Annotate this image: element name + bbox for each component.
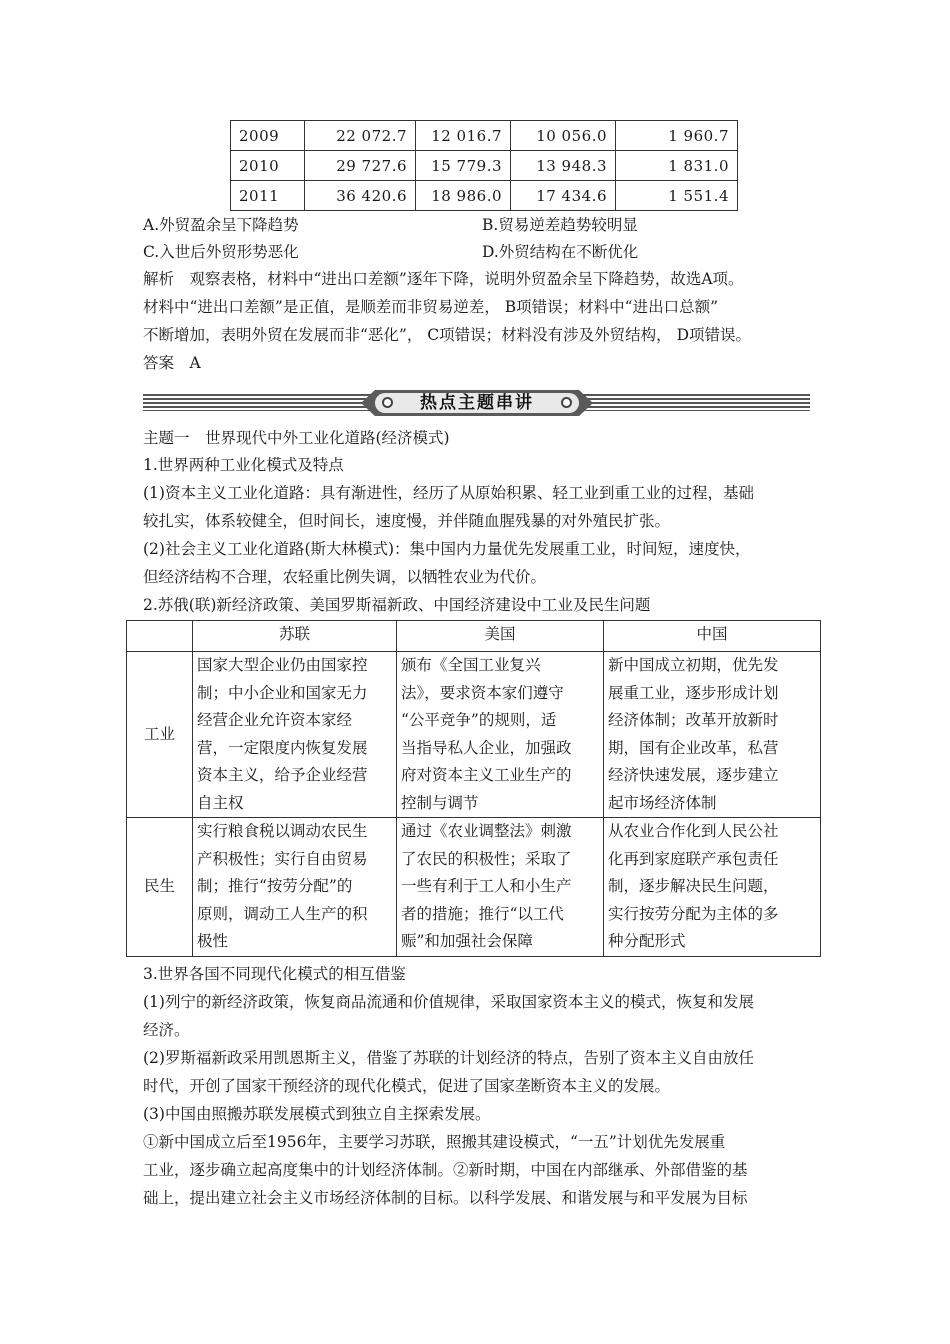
cell-line: 制，逐步解决民生问题， bbox=[608, 877, 779, 895]
table-cell bbox=[604, 818, 821, 957]
cell-line: 经济体制；改革开放新时 bbox=[608, 711, 779, 729]
section-banner bbox=[143, 390, 810, 416]
paragraph-line: (2)罗斯福新政采用凯恩斯主义，借鉴了苏联的计划经济的特点，告别了资本主义自由放任 bbox=[143, 1049, 754, 1067]
banner-stripes-right bbox=[582, 394, 810, 411]
paragraph-line: 经济。 bbox=[143, 1021, 190, 1039]
table-cell bbox=[397, 818, 604, 957]
cell-line: 颁布《全国工业复兴 bbox=[401, 656, 541, 674]
banner-stripes-left bbox=[143, 394, 371, 411]
cell-line: 经营企业允许资本家经 bbox=[197, 711, 353, 729]
cell-line: 实行按劳分配为主体的多 bbox=[608, 904, 779, 923]
table-cell: 12 016.7 bbox=[416, 121, 511, 151]
heading-2: 2.苏俄(联)新经济政策、美国罗斯福新政、中国经济建设中工业及民生问题 bbox=[143, 596, 651, 614]
table-cell bbox=[193, 652, 397, 818]
cell-line: 资本主义，给予企业经营 bbox=[197, 766, 368, 784]
analysis-line: 不断增加，表明外贸在发展而非“恶化”， C项错误；材料没有涉及外贸结构， D项错误。 bbox=[143, 326, 751, 344]
table-header-row bbox=[127, 621, 821, 652]
table-cell: 15 779.3 bbox=[416, 151, 511, 181]
heading-3: 3.世界各国不同现代化模式的相互借鉴 bbox=[143, 965, 406, 983]
cell-line: 新中国成立初期，优先发 bbox=[608, 656, 779, 674]
paragraph-line: (1)资本主义工业化道路：具有渐进性，经历了从原始积累、轻工业到重工业的过程，基础 bbox=[143, 484, 754, 502]
paragraph-line: 时代，开创了国家干预经济的现代化模式，促进了国家垄断资本主义的发展。 bbox=[143, 1077, 671, 1095]
circle-icon bbox=[382, 397, 393, 408]
table-cell: 1 960.7 bbox=[616, 121, 738, 151]
banner-title: 热点主题串讲 bbox=[375, 393, 579, 413]
trade-data-table bbox=[230, 120, 738, 211]
table-cell bbox=[193, 818, 397, 957]
cell-line: 营，一定限度内恢复发展 bbox=[197, 738, 368, 757]
table-cell: 36 420.6 bbox=[305, 181, 416, 211]
cell-line: 府对资本主义工业生产的 bbox=[401, 766, 572, 784]
cell-line: 当指导私人企业，加强政 bbox=[401, 738, 572, 757]
option-d: D.外贸结构在不断优化 bbox=[482, 243, 639, 261]
paragraph-line: (2)社会主义工业化道路(斯大林模式)：集中国内力量优先发展重工业，时间短，速度快， bbox=[143, 540, 751, 558]
cell-line: 者的措施；推行“以工代 bbox=[401, 904, 564, 923]
table-cell: 18 986.0 bbox=[416, 181, 511, 211]
cell-line: 起市场经济体制 bbox=[608, 793, 717, 812]
table-row bbox=[231, 151, 738, 181]
option-b: B.贸易逆差趋势较明显 bbox=[482, 216, 638, 234]
table-header-cell: 苏联 bbox=[193, 621, 397, 652]
table-cell: 2009 bbox=[231, 121, 305, 151]
option-c: C.入世后外贸形势恶化 bbox=[143, 243, 299, 261]
cell-line: 产积极性；实行自由贸易 bbox=[197, 849, 368, 868]
cell-line: 了农民的积极性；采取了 bbox=[401, 849, 572, 868]
comparison-table bbox=[126, 620, 821, 957]
cell-line: 控制与调节 bbox=[401, 793, 479, 812]
circle-icon bbox=[561, 397, 572, 408]
cell-line: 化再到家庭联产承包责任 bbox=[608, 849, 779, 868]
table-header-cell: 中国 bbox=[604, 621, 821, 652]
cell-line: 经济快速发展，逐步建立 bbox=[608, 766, 779, 784]
paragraph-line: 工业，逐步确立起高度集中的计划经济体制。②新时期，中国在内部继承、外部借鉴的基 bbox=[143, 1161, 748, 1179]
cell-line: 一些有利于工人和小生产 bbox=[401, 877, 572, 895]
table-cell: 1 831.0 bbox=[616, 151, 738, 181]
cell-line: 制；中小企业和国家无力 bbox=[197, 683, 368, 702]
row-label: 工业 bbox=[127, 652, 193, 818]
paragraph-line: 础上，提出建立社会主义市场经济体制的目标。以科学发展、和谐发展与和平发展为目标 bbox=[143, 1189, 748, 1207]
table-header-cell bbox=[127, 621, 193, 652]
table-cell: 2011 bbox=[231, 181, 305, 211]
table-row bbox=[127, 818, 821, 957]
table-cell: 29 727.6 bbox=[305, 151, 416, 181]
row-label: 民生 bbox=[127, 818, 193, 957]
paragraph-line: (3)中国由照搬苏联发展模式到独立自主探索发展。 bbox=[143, 1105, 491, 1123]
answer: 答案 A bbox=[143, 354, 201, 372]
table-header-cell: 美国 bbox=[397, 621, 604, 652]
analysis-line: 材料中“进出口差额”是正值，是顺差而非贸易逆差， B项错误；材料中“进出口总额” bbox=[143, 298, 719, 316]
option-a: A.外贸盈余呈下降趋势 bbox=[143, 216, 299, 234]
paragraph-line: 但经济结构不合理，农轻重比例失调，以牺牲农业为代价。 bbox=[143, 568, 547, 586]
table-cell bbox=[604, 652, 821, 818]
cell-line: 原则，调动工人生产的积 bbox=[197, 904, 368, 923]
table-row bbox=[127, 652, 821, 818]
table-cell: 17 434.6 bbox=[511, 181, 616, 211]
theme-heading: 主题一 世界现代中外工业化道路(经济模式) bbox=[143, 429, 450, 447]
cell-line: 通过《农业调整法》刺激 bbox=[401, 822, 572, 840]
cell-line: 极性 bbox=[197, 932, 229, 950]
cell-line: 法》，要求资本家们遵守 bbox=[401, 683, 564, 702]
table-cell bbox=[397, 652, 604, 818]
cell-line: 种分配形式 bbox=[608, 932, 686, 950]
table-cell: 22 072.7 bbox=[305, 121, 416, 151]
cell-line: 国家大型企业仍由国家控 bbox=[197, 656, 368, 674]
table-cell: 10 056.0 bbox=[511, 121, 616, 151]
heading-1: 1.世界两种工业化模式及特点 bbox=[143, 456, 344, 474]
paragraph-line: (1)列宁的新经济政策，恢复商品流通和价值规律，采取国家资本主义的模式，恢复和发展 bbox=[143, 993, 754, 1011]
analysis-line: 解析 观察表格，材料中“进出口差额”逐年下降，说明外贸盈余呈下降趋势，故选A项。 bbox=[143, 270, 744, 288]
cell-line: 赈”和加强社会保障 bbox=[401, 932, 533, 950]
cell-line: 实行粮食税以调动农民生 bbox=[197, 822, 368, 840]
table-cell: 2010 bbox=[231, 151, 305, 181]
cell-line: 自主权 bbox=[197, 793, 244, 812]
cell-line: 期，国有企业改革，私营 bbox=[608, 738, 779, 757]
cell-line: 从农业合作化到人民公社 bbox=[608, 822, 779, 840]
table-row bbox=[231, 181, 738, 211]
paragraph-line: 较扎实，体系较健全，但时间长，速度慢，并伴随血腥残暴的对外殖民扩张。 bbox=[143, 512, 671, 530]
paragraph-line: ①新中国成立后至1956年，主要学习苏联，照搬其建设模式，“一五”计划优先发展重 bbox=[143, 1133, 726, 1151]
cell-line: “公平竞争”的规则，适 bbox=[401, 711, 557, 729]
cell-line: 制；推行“按劳分配”的 bbox=[197, 877, 353, 895]
table-cell: 13 948.3 bbox=[511, 151, 616, 181]
table-cell: 1 551.4 bbox=[616, 181, 738, 211]
table-row bbox=[231, 121, 738, 151]
cell-line: 展重工业，逐步形成计划 bbox=[608, 683, 779, 702]
